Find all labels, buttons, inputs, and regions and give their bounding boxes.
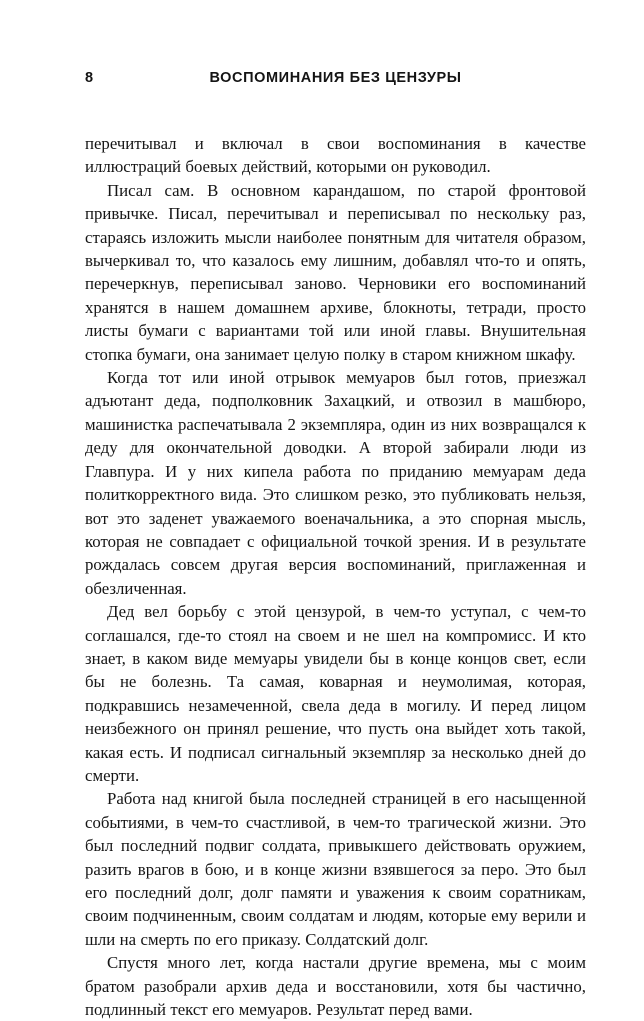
running-title: ВОСПОМИНАНИЯ БЕЗ ЦЕНЗУРЫ (209, 70, 462, 86)
paragraph: Когда тот или иной отрывок мемуаров был готов, приезжал адъютант деда, подполковник Захацкий, и отвозил в машбюро, машинистка распечатывала 2 экземпляра, один из них возвращался к деду для окончательной доводки. А второй забирали люди из Главпура. И у них кипела работа по приданию мемуарам деда политкорректного вида. Это слишком резко, это публиковать нельзя, вот это заденет уважаемого военачальника, а это спорная мысль, которая не совпадает с официальной точкой зрения. И в результате рождалась совсем другая версия воспоминаний, приглаженная и обезличенная. (85, 368, 586, 598)
page-header (85, 70, 586, 90)
paragraph: Спустя много лет, когда настали другие времена, мы с моим братом разобрали архив деда и восстановили, хотя бы частично, подлинный текст его мемуаров. Результат перед вами. (85, 953, 586, 1020)
paragraph: Дед вел борьбу с этой цензурой, в чем-то уступал, с чем-то соглашался, где-то стоял на своем и не шел на компромисс. И кто знает, в каком виде мемуары увидели бы в конце концов свет, если бы не болезнь. Та самая, коварная и неумолимая, которая, подкравшись незамеченной, свела деда в могилу. И перед лицом неизбежного он принял решение, что пусть она выйдет хоть такой, какая есть. И подписал сигнальный экземпляр за несколько дней до смерти. (85, 602, 586, 785)
paragraph: Писал сам. В основном карандашом, по старой фронтовой привычке. Писал, перечитывал и переписывал по нескольку раз, стараясь изложить мысли наиболее понятным для читателя образом, вычеркивал то, что казалось ему лишним, добавлял что-то и опять, перечеркнув, переписывал заново. Черновики его воспоминаний хранятся в нашем домашнем архиве, блокноты, тетради, просто листы бумаги с вариантами той или иной главы. Внушительная стопка бумаги, она занимает целую полку в старом книжном шкафу. (85, 180, 586, 364)
paragraph: Работа над книгой была последней страницей в его насыщенной событиями, в чем-то счастливой, в чем-то трагической жизни. Это был последний подвиг солдата, привыкшего действовать оружием, разить врагов в бою, и в конце жизни взявшегося за перо. Это был его последний долг, долг памяти и уважения к своим соратникам, своим подчиненным, своим солдатам и людям, которые ему верили и шли на смерть по его приказу. Солдатский долг. (85, 789, 586, 949)
paragraph: перечитывал и включал в свои воспоминания в качестве иллюстраций боевых действий, которыми он руководил. (85, 134, 586, 177)
page-body (85, 132, 586, 1021)
page-number: 8 (85, 70, 94, 86)
